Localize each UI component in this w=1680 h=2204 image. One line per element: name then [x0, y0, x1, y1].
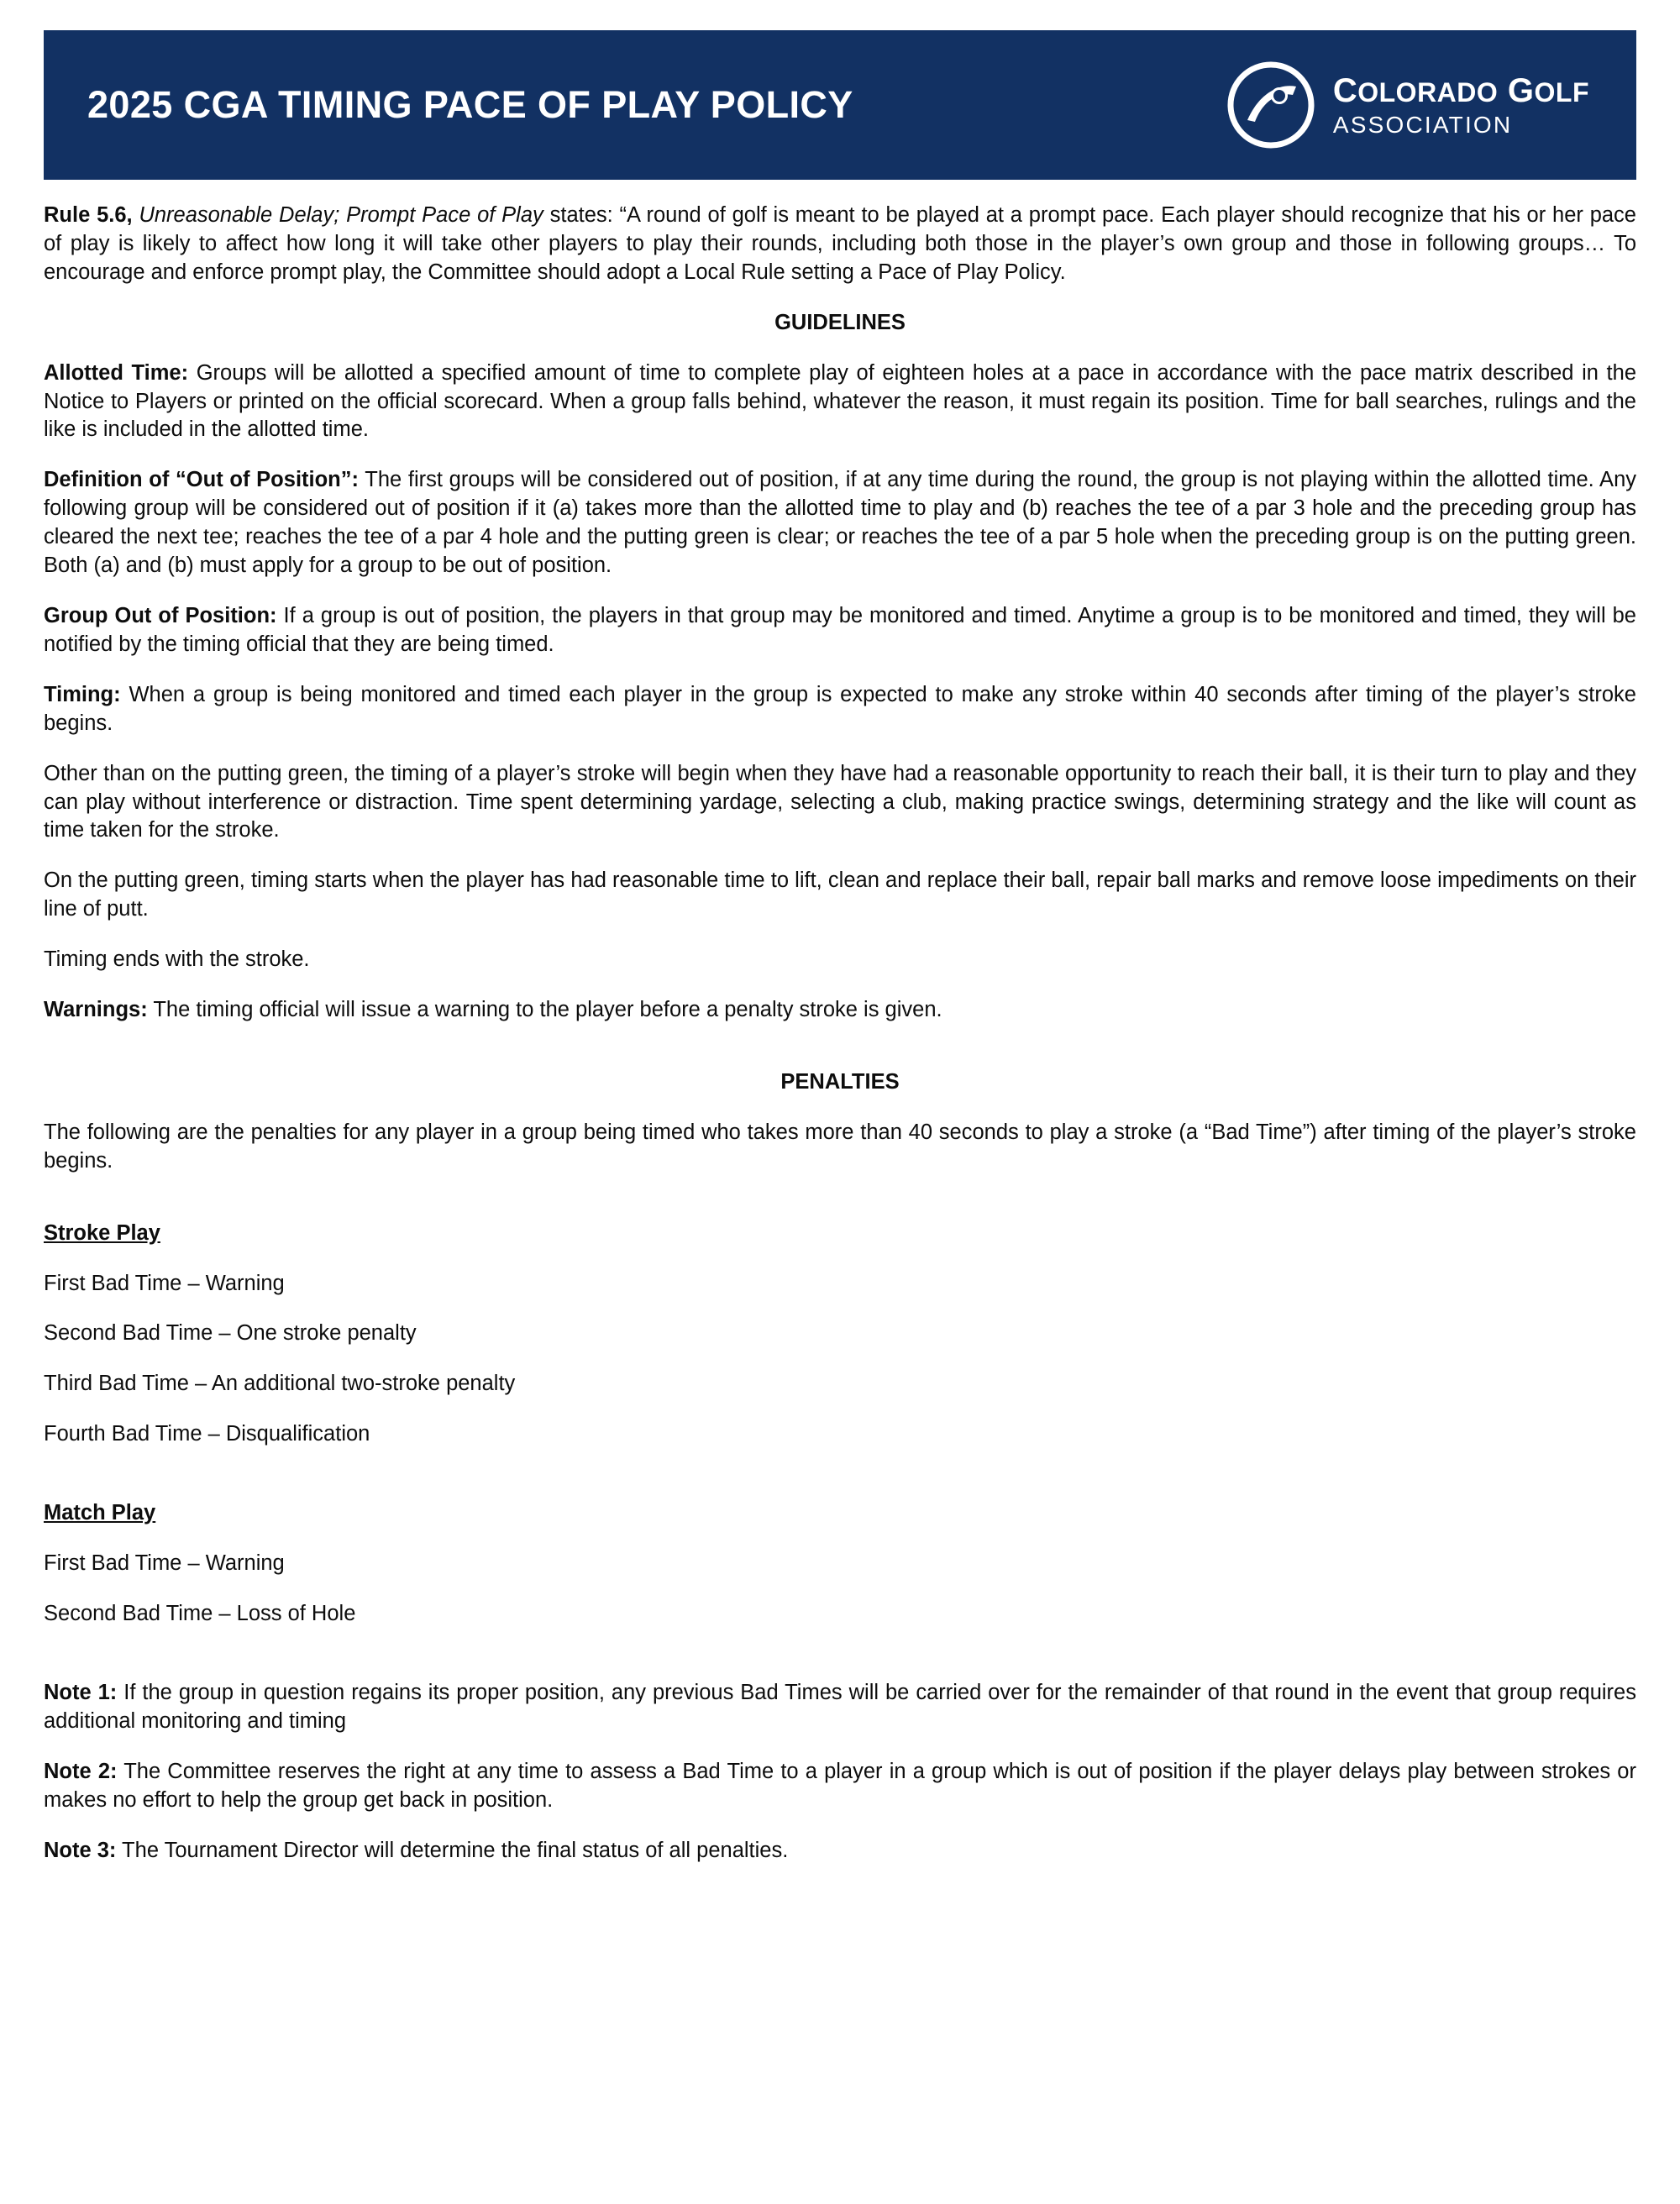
- timing-other-paragraph: Other than on the putting green, the timing of a player’s stroke will begin when they have had a reasonable opportunity to reach their ball, it is their turn to play and they can play without interference or distraction. Time spent determining yardage, selecting a club, making practice swings, determining strategy and the like will count as time taken for the stroke.: [44, 761, 1636, 842]
- spacer: [44, 1471, 1636, 1499]
- list-item: Second Bad Time – One stroke penalty: [44, 1321, 417, 1346]
- timing-paragraph: [44, 681, 1636, 738]
- note-2-text: The Committee reserves the right at any time to assess a Bad Time to a player in a group which is out of position if the player delays play between strokes or makes no effort to help the group get back in position.: [44, 1759, 1636, 1812]
- list-item: Third Bad Time – An additional two-stroke penalty: [44, 1372, 516, 1396]
- guidelines-heading: GUIDELINES: [774, 310, 906, 334]
- note-3-text: The Tournament Director will determine the final status of all penalties.: [116, 1838, 789, 1862]
- warnings-label: Warnings:: [44, 998, 148, 1022]
- spacer: [44, 1198, 1636, 1220]
- timing-ends-paragraph: Timing ends with the stroke.: [44, 947, 310, 972]
- rule-reference-label: Rule 5.6,: [44, 203, 139, 227]
- logo-wordmark: [1332, 71, 1589, 138]
- stroke-play-heading: Stroke Play: [44, 1220, 160, 1245]
- timing-text: When a group is being monitored and timed each player in the group is expected to make any stroke within 40 seconds after timing of the player’s stroke begins.: [44, 682, 1636, 735]
- note-1-text: If the group in question regains its proper position, any previous Bad Times will be carried over for the remainder of that round in the event that group requires additional monitoring and timing: [44, 1680, 1636, 1733]
- allotted-time-text: Groups will be allotted a specified amount of time to complete play of eighteen holes at a pace in accordance with the pace matrix described in the Notice to Players or printed on the official scorecard. When a group falls behind, whatever the reason, it must regain its position. Time for ball searches, rulings and the like is included in the allotted time.: [44, 360, 1636, 442]
- document-header-banner: [44, 30, 1636, 180]
- list-item: Fourth Bad Time – Disqualification: [44, 1422, 370, 1446]
- logo-line-2: ASSOCIATION: [1332, 111, 1513, 138]
- intro-paragraph: [44, 202, 1636, 287]
- note-3-paragraph: [44, 1837, 1636, 1866]
- list-item: First Bad Time – Warning: [44, 1271, 285, 1295]
- allotted-time-paragraph: [44, 359, 1636, 445]
- penalties-intro-paragraph: The following are the penalties for any player in a group being timed who takes more than 40 seconds to play a stroke (a “Bad Time”) after timing of the player’s stroke begins.: [44, 1120, 1636, 1173]
- note-2-paragraph: [44, 1758, 1636, 1815]
- allotted-time-label: Allotted Time:: [44, 360, 189, 385]
- match-play-heading: Match Play: [44, 1501, 156, 1525]
- warnings-paragraph: [44, 996, 1636, 1025]
- note-1-paragraph: [44, 1679, 1636, 1736]
- organization-logo: [1227, 61, 1589, 149]
- penalties-heading: PENALTIES: [780, 1069, 900, 1094]
- document-page: [0, 30, 1680, 2204]
- timing-putting-green-paragraph: On the putting green, timing starts when the player has had reasonable time to lift, clean and replace their ball, repair ball marks and remove loose impediments on their line of putt.: [44, 868, 1636, 921]
- spacer: [44, 1047, 1636, 1068]
- group-out-of-position-paragraph: [44, 602, 1636, 659]
- spacer: [44, 1650, 1636, 1679]
- document-body: [44, 180, 1636, 1865]
- out-of-position-definition-label: Definition of “Out of Position”:: [44, 468, 359, 492]
- rule-reference-title: Unreasonable Delay; Prompt Pace of Play: [139, 203, 543, 227]
- out-of-position-definition-paragraph: [44, 466, 1636, 580]
- group-out-of-position-label: Group Out of Position:: [44, 603, 277, 627]
- note-3-label: Note 3:: [44, 1838, 117, 1862]
- logo-line-1: COLORADO GOLF: [1332, 71, 1589, 109]
- timing-label: Timing:: [44, 682, 121, 706]
- warnings-text: The timing official will issue a warning to the player before a penalty stroke is given.: [147, 998, 942, 1022]
- page-title: 2025 CGA TIMING PACE OF PLAY POLICY: [87, 83, 853, 127]
- list-item: First Bad Time – Warning: [44, 1551, 285, 1576]
- group-out-of-position-text: If a group is out of position, the players in that group may be monitored and timed. Anytime a group is to be monitored and timed, they will be notified by the timing official that they are being timed.: [44, 603, 1636, 656]
- colorado-golf-association-circle-logo-icon: [1227, 61, 1315, 149]
- list-item: Second Bad Time – Loss of Hole: [44, 1602, 356, 1625]
- note-1-label: Note 1:: [44, 1680, 118, 1704]
- out-of-position-definition-text: The first groups will be considered out of position, if at any time during the round, the group is not playing within the allotted time. Any following group will be considered out of position if it (a) takes more than the allotted time to play and (b) reaches the tee of a par 3 hole and the preceding group has cleared the next tee; reaches the tee of a par 4 hole and the putting green is clear; or reaches the tee of a par 5 hole when the preceding group is on the putting green. Both (a) and (b) must apply for a group to be out of position.: [44, 468, 1637, 578]
- note-2-label: Note 2:: [44, 1759, 118, 1783]
- rule-reference-text: states: “A round of golf is meant to be played at a prompt pace. Each player should recognize that his or her pace of play is likely to affect how long it will take other players to play their rounds, including both those in the player’s own group and those in following groups… To encourage and enforce prompt play, the Committee should adopt a Local Rule setting a Pace of Play Policy.: [44, 203, 1636, 284]
